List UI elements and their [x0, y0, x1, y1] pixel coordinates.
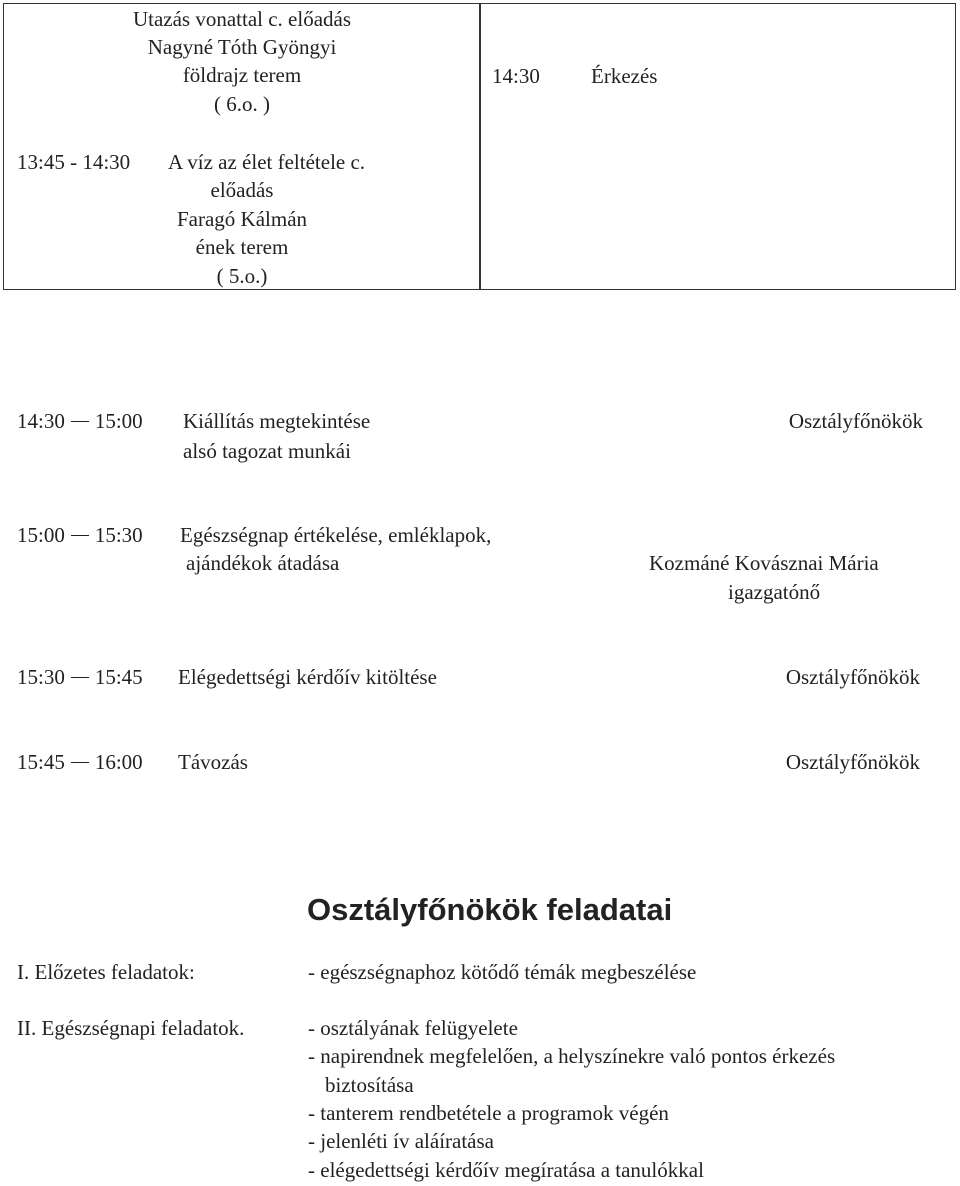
lecture-room: földrajz terem: [182, 63, 302, 87]
activity-line: Távozás: [178, 750, 248, 774]
lecture2-presenter: Faragó Kálmán: [176, 207, 308, 231]
responsible-title: igazgatónő: [728, 580, 821, 604]
end-time: 15:00: [94, 409, 143, 433]
duty-item: - napirendnek megfelelően, a helyszínekre való pontos érkezés: [308, 1044, 836, 1068]
time-range: [17, 411, 143, 432]
responsible: Osztályfőnökök: [785, 750, 920, 774]
activity-line: Kiállítás megtekintése: [183, 409, 371, 433]
activity-line: Egészségnap értékelése, emléklapok,: [180, 523, 492, 547]
arrival-time: 14:30: [492, 64, 540, 88]
lecture2-class: ( 5.o.): [216, 264, 268, 288]
activity-line: ajándékok átadása: [186, 551, 340, 575]
start-time: 15:30: [17, 665, 65, 689]
duty-section-label: I. Előzetes feladatok:: [17, 960, 195, 984]
responsible: Osztályfőnökök: [785, 665, 920, 689]
section-heading: Osztályfőnökök feladatai: [307, 892, 673, 927]
responsible: Osztályfőnökök: [788, 409, 923, 433]
end-time: 16:00: [94, 750, 143, 774]
time-range: [17, 525, 143, 546]
dash-separator: [71, 421, 89, 422]
lecture2-line-1: előadás: [210, 178, 274, 202]
duty-section-label: II. Egészségnapi feladatok.: [17, 1016, 245, 1040]
start-time: 14:30: [17, 409, 65, 433]
activity-line: alsó tagozat munkái: [183, 439, 351, 463]
duty-item: - tanterem rendbetétele a programok végén: [308, 1101, 669, 1125]
dash-separator: [71, 535, 89, 536]
lecture2-title: A víz az élet feltétele c.: [168, 150, 366, 174]
time-range: [17, 667, 143, 688]
arrival-label: Érkezés: [591, 64, 658, 88]
activity-line: Elégedettségi kérdőív kitöltése: [178, 665, 437, 689]
end-time: 15:30: [94, 523, 143, 547]
responsible-name: Kozmáné Kovásznai Mária: [649, 551, 879, 575]
lecture-title: Utazás vonattal c. előadás: [132, 7, 352, 31]
start-time: 15:45: [17, 750, 65, 774]
duty-item: - egészségnaphoz kötődő témák megbeszélése: [308, 960, 697, 984]
duty-item: - elégedettségi kérdőív megíratása a tanulókkal: [308, 1158, 704, 1182]
table-column-divider: [479, 3, 481, 290]
end-time: 15:45: [94, 665, 143, 689]
lecture-presenter: Nagyné Tóth Gyöngyi: [147, 35, 337, 59]
lecture2-room: ének terem: [195, 235, 289, 259]
lecture-class: ( 6.o. ): [214, 92, 270, 116]
start-time: 15:00: [17, 523, 65, 547]
time-range: [17, 752, 143, 773]
dash-separator: [71, 762, 89, 763]
duty-item: - osztályának felügyelete: [308, 1016, 518, 1040]
lecture2-time: 13:45 - 14:30: [17, 150, 131, 174]
dash-separator: [71, 677, 89, 678]
duty-item: - jelenléti ív aláíratása: [308, 1129, 494, 1153]
duty-item: biztosítása: [325, 1073, 414, 1097]
